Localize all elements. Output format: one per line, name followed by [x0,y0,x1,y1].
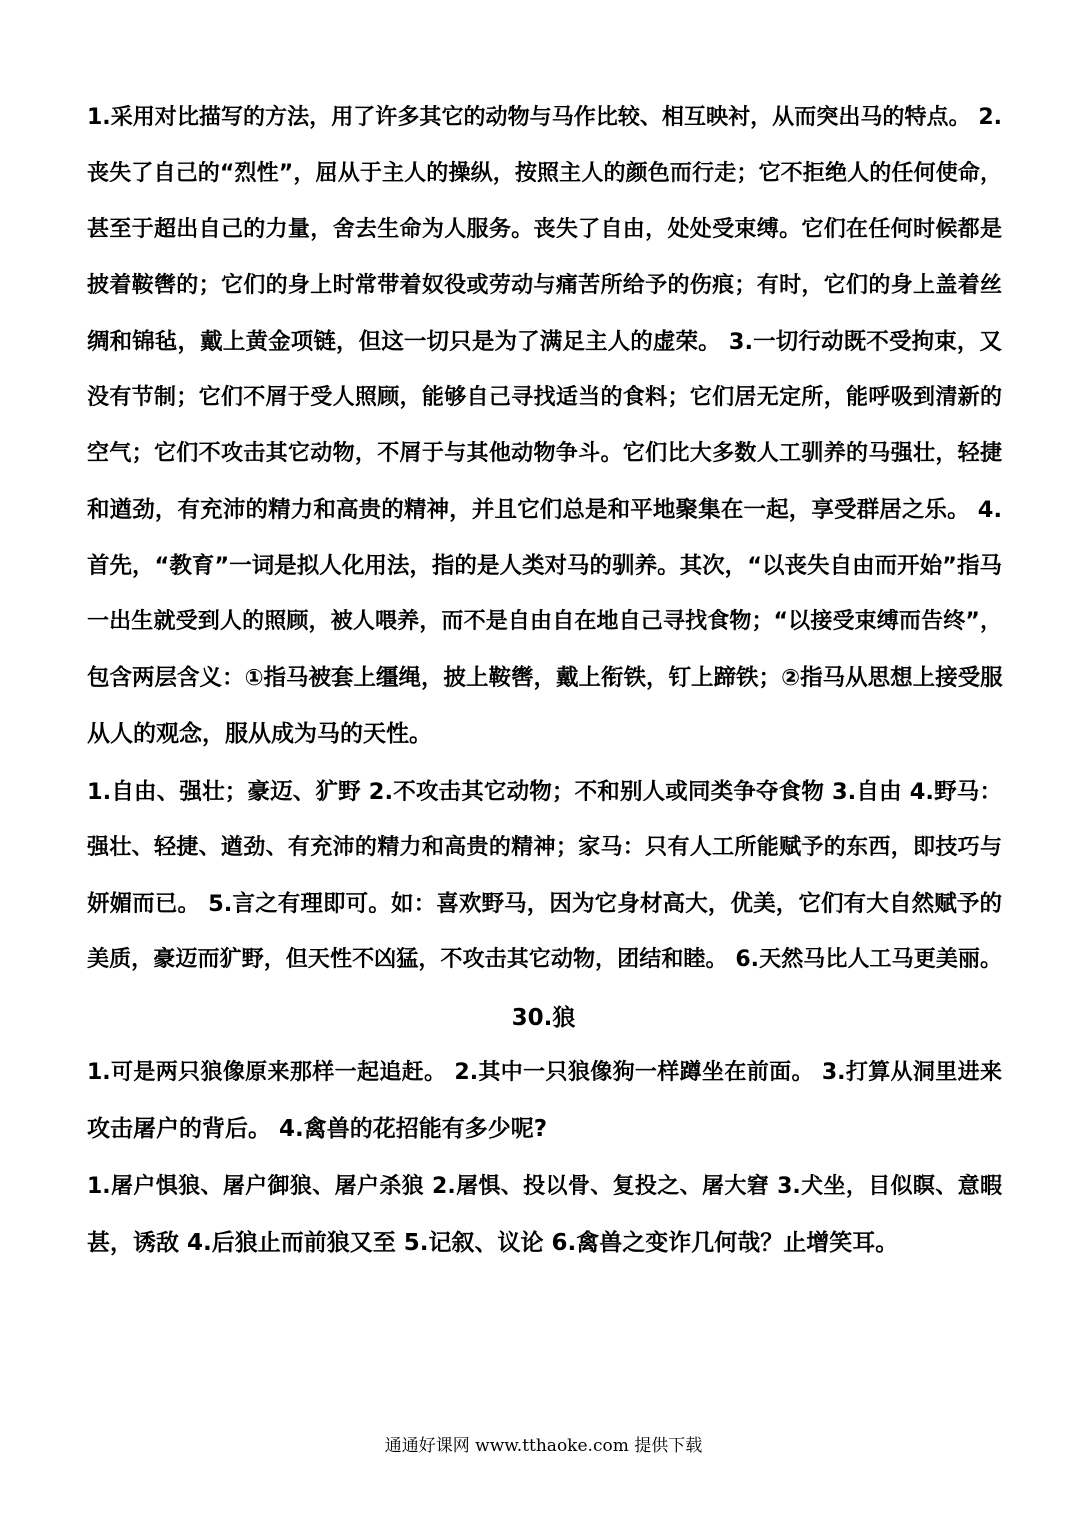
text-line: 1.自由、强壮；豪迈、犷野 2.不攻击其它动物；不和别人或同类争夺食物 3.自由 4.野马： [87,779,1002,805]
text-line: 强壮、轻捷、遒劲、有充沛的精力和高贵的精神；家马：只有人工所能赋予的东西，即技巧与 [87,835,1002,860]
text-line: 丧失了自己的“烈性”，屈从于主人的操纵，按照主人的颜色而行走；它不拒绝人的任何使命， [87,161,1002,186]
text-line: 美质，豪迈而犷野，但天性不凶猛，不攻击其它动物，团结和睦。 6.天然马比人工马更美丽。 [87,947,1002,972]
text-line: 一出生就受到人的照顾，被人喂养，而不是自由自在地自己寻找食物；“以接受束缚而告终”， [87,609,1002,634]
text-line: 1.采用对比描写的方法，用了许多其它的动物与马作比较、相互映衬，从而突出马的特点。 2. [87,105,1002,130]
text-line: 从人的观念，服从成为马的天性。 [87,721,432,747]
text-line: 首先，“教育”一词是拟人化用法，指的是人类对马的驯养。其次，“以丧失自由而开始”指马 [87,553,1002,579]
section-title: 30.狼 [511,1005,576,1031]
text-line: 包含两层含义：①指马被套上缰绳，披上鞍辔，戴上衔铁，钉上蹄铁；②指马从思想上接受服 [87,665,1003,691]
page-footer: 通通好课网 www.tthaoke.com 提供下载 [384,1436,703,1456]
text-line: 甚至于超出自己的力量，舍去生命为人服务。丧失了自由，处处受束缚。它们在任何时候都是 [87,217,1002,242]
text-line: 攻击屠户的背后。 4.禽兽的花招能有多少呢? [87,1116,548,1142]
text-line: 披着鞍辔的；它们的身上时常带着奴役或劳动与痛苦所给予的伤痕；有时，它们的身上盖着丝 [87,273,1002,298]
text-line: 1.屠户惧狼、屠户御狼、屠户杀狼 2.屠惧、投以骨、复投之、屠大窘 3.犬坐，目似瞑、意暇 [87,1174,1002,1199]
text-line: 和遒劲，有充沛的精力和高贵的精神，并且它们总是和平地聚集在一起，享受群居之乐。 4. [87,497,1002,523]
text-line: 空气；它们不攻击其它动物，不屑于与其他动物争斗。它们比大多数人工驯养的马强壮，轻捷 [87,441,1002,466]
text-line: 妍媚而已。 5.言之有理即可。如：喜欢野马，因为它身材高大，优美，它们有大自然赋予的 [87,891,1002,917]
text-line: 1.可是两只狼像原来那样一起追赶。 2.其中一只狼像狗一样蹲坐在前面。 3.打算从洞里进来 [87,1060,1002,1085]
text-line: 甚，诱敌 4.后狼止而前狼又至 5.记叙、议论 6.禽兽之变诈几何哉？止增笑耳。 [87,1230,899,1256]
text-line: 绸和锦毡，戴上黄金项链，但这一切只是为了满足主人的虚荣。 3.一切行动既不受拘束，又 [87,329,1002,355]
text-line: 没有节制；它们不屑于受人照顾，能够自己寻找适当的食料；它们居无定所，能呼吸到清新的 [87,385,1002,410]
